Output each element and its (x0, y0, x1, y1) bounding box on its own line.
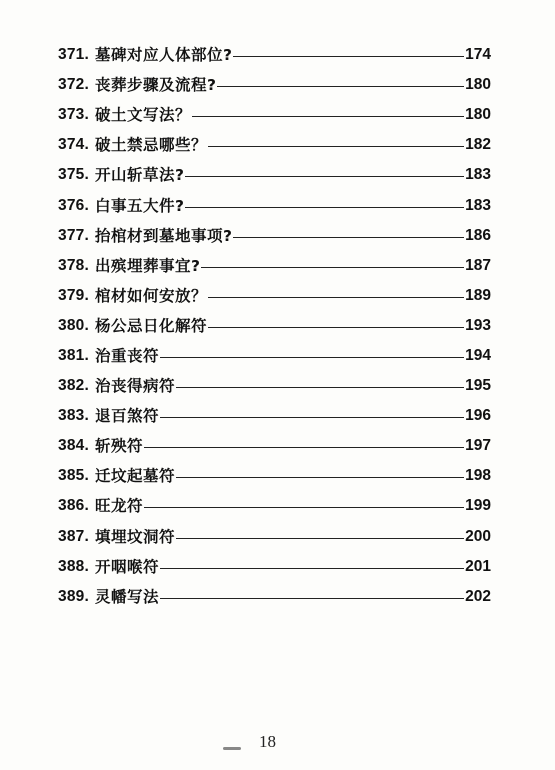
toc-entry-page: 194 (465, 346, 491, 364)
toc-entry[interactable] (58, 552, 491, 582)
toc-leader-line (176, 387, 464, 388)
toc-entry-number: 371. (58, 46, 89, 64)
toc-entry-page: 198 (465, 467, 491, 485)
toc-entry-number: 381. (58, 346, 89, 364)
toc-leader-line (176, 477, 464, 478)
toc-entry-page: 187 (465, 256, 491, 274)
toc-entry-number: 385. (58, 467, 89, 485)
toc-entry-title: 墓碑对应人体部位? (94, 46, 233, 65)
toc-entry-title: 迁坟起墓符 (94, 467, 175, 486)
toc-leader-line (185, 176, 464, 177)
toc-leader-line (144, 507, 464, 508)
toc-entry-title: 开咽喉符 (94, 557, 159, 576)
toc-entry-title: 灵幡写法 (94, 587, 159, 606)
toc-entry[interactable] (58, 491, 491, 521)
toc-leader-line (208, 146, 464, 147)
toc-entry-title: 丧葬步骤及流程? (94, 76, 217, 95)
toc-leader-line (233, 237, 464, 238)
toc-entry[interactable] (58, 70, 491, 100)
toc-entry[interactable] (58, 130, 491, 160)
toc-entry-page: 195 (465, 377, 491, 395)
table-of-contents (58, 40, 491, 612)
page-number (0, 732, 555, 752)
toc-entry-number: 379. (58, 286, 89, 304)
toc-entry-title: 棺材如何安放？ (94, 286, 207, 305)
toc-entry[interactable] (58, 160, 491, 190)
page-number-text: 18 (259, 732, 276, 751)
toc-leader-line (201, 267, 464, 268)
toc-entry-number: 376. (58, 196, 89, 214)
toc-entry[interactable] (58, 40, 491, 70)
toc-entry-page: 183 (465, 196, 491, 214)
toc-entry-title: 开山斩草法? (94, 166, 185, 185)
toc-entry-title: 治丧得病符 (94, 377, 175, 396)
toc-entry[interactable] (58, 281, 491, 311)
toc-entry-number: 384. (58, 437, 89, 455)
toc-leader-line (144, 447, 464, 448)
toc-entry-title: 破土文写法？ (94, 106, 191, 125)
toc-entry[interactable] (58, 401, 491, 431)
ink-smudge (223, 747, 241, 750)
toc-entry-page: 183 (465, 166, 491, 184)
toc-entry-page: 174 (465, 46, 491, 64)
toc-entry-number: 373. (58, 106, 89, 124)
toc-entry-page: 193 (465, 316, 491, 334)
toc-entry-number: 389. (58, 587, 89, 605)
toc-entry-number: 378. (58, 256, 89, 274)
toc-entry-page: 186 (465, 226, 491, 244)
toc-entry[interactable] (58, 190, 491, 220)
toc-leader-line (160, 598, 464, 599)
toc-leader-line (160, 417, 464, 418)
toc-entry-number: 387. (58, 527, 89, 545)
toc-entry-title: 杨公忌日化解符 (94, 316, 207, 335)
toc-leader-line (160, 357, 464, 358)
toc-entry-page: 202 (465, 587, 491, 605)
toc-entry-title: 抬棺材到墓地事项? (94, 226, 233, 245)
toc-entry-number: 377. (58, 226, 89, 244)
toc-entry-title: 治重丧符 (94, 346, 159, 365)
toc-entry[interactable] (58, 221, 491, 251)
toc-entry-title: 填埋坟洞符 (94, 527, 175, 546)
toc-entry-page: 197 (465, 437, 491, 455)
toc-entry-title: 斩殃符 (94, 437, 143, 456)
toc-entry[interactable] (58, 100, 491, 130)
toc-entry-number: 380. (58, 316, 89, 334)
toc-entry-title: 退百煞符 (94, 407, 159, 426)
toc-entry-number: 382. (58, 377, 89, 395)
toc-entry-page: 180 (465, 76, 491, 94)
toc-entry-page: 182 (465, 136, 491, 154)
toc-entry-number: 388. (58, 557, 89, 575)
toc-entry-page: 196 (465, 407, 491, 425)
toc-leader-line (233, 56, 464, 57)
toc-leader-line (192, 116, 464, 117)
toc-entry-number: 375. (58, 166, 89, 184)
toc-entry-page: 199 (465, 497, 491, 515)
toc-entry[interactable] (58, 311, 491, 341)
toc-entry-page: 189 (465, 286, 491, 304)
toc-entry[interactable] (58, 431, 491, 461)
toc-entry[interactable] (58, 371, 491, 401)
toc-leader-line (176, 538, 464, 539)
toc-leader-line (208, 327, 464, 328)
toc-entry-page: 180 (465, 106, 491, 124)
toc-entry[interactable] (58, 582, 491, 612)
toc-entry[interactable] (58, 251, 491, 281)
toc-entry-number: 386. (58, 497, 89, 515)
toc-entry-number: 383. (58, 407, 89, 425)
toc-entry-title: 出殡埋葬事宜? (94, 256, 201, 275)
toc-entry[interactable] (58, 522, 491, 552)
toc-entry-title: 破土禁忌哪些？ (94, 136, 207, 155)
toc-leader-line (217, 86, 464, 87)
toc-entry-title: 旺龙符 (94, 497, 143, 516)
toc-entry[interactable] (58, 461, 491, 491)
toc-entry-page: 200 (465, 527, 491, 545)
toc-entry-number: 372. (58, 76, 89, 94)
toc-entry-title: 白事五大件? (94, 196, 185, 215)
toc-leader-line (160, 568, 464, 569)
toc-entry-page: 201 (465, 557, 491, 575)
toc-leader-line (208, 297, 464, 298)
toc-entry[interactable] (58, 341, 491, 371)
toc-entry-number: 374. (58, 136, 89, 154)
toc-leader-line (185, 207, 464, 208)
